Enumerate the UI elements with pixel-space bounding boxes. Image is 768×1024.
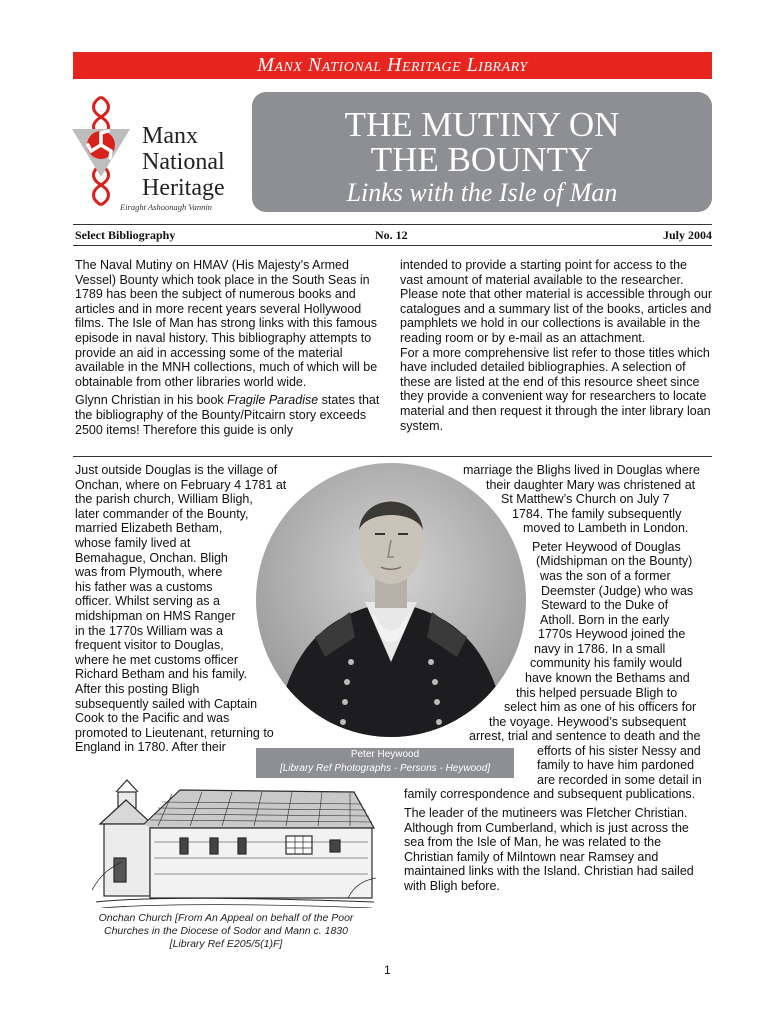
story-right-line: with Bligh before. [404,879,500,893]
logo-wordmark [142,123,225,201]
section-divider [73,456,712,457]
logo-line-2: National [142,149,225,175]
story-right-line: Christian family of Milntown near Ramsey and [404,850,659,864]
story-left-line: Onchan, where on February 4 1781 at [75,478,287,492]
story-left-line: his father was a customs [75,580,213,594]
story-right-line: marriage the Blighs lived in Douglas where [463,463,700,477]
story-left-line: frequent visitor to Douglas, [75,638,224,652]
church-caption-line: [Library Ref E205/5(1)F] [169,938,283,950]
church-caption-line: Onchan Church [From An Appeal on behalf of the Poor [98,912,354,924]
story-right-line: The leader of the mutineers was Fletcher Christian. [404,806,688,820]
portrait-caption-name: Peter Heywood [350,749,420,760]
logo-line-1: Manx [142,123,198,149]
story-left-line: England in 1780. After their [75,740,226,754]
library-banner: Manx National Heritage Library [73,52,712,79]
title-line-1: THE MUTINY ON [344,105,620,144]
logo-line-3: Heritage [142,175,225,201]
story-left-line: where he met customs officer [75,653,239,667]
subtitle: Links with the Isle of Man [346,178,618,207]
story-right-line: their daughter Mary was christened at [486,478,696,492]
story-right-line: St Matthew’s Church on July 7 [501,492,670,506]
story-right-line: efforts of his sister Nessy and [537,744,701,758]
story-right-line: moved to Lambeth in London. [523,521,689,535]
story-left-line: in the 1770s William was a [75,624,223,638]
intro-paragraph: The Naval Mutiny on HMAV (His Majesty’s Armed Vessel) Bounty which took place in the South Seas in 1789 has been the subject of numerous books and articles and in more recent years several Hollywood films. The Isle of Man has strong links with this famous episode in naval history. This bibliography attempts to provide an aid in accessing some of the material available in the MNH collections, much of which will be obtainable from other libraries world wide. [75,258,378,389]
story-left-line: subsequently sailed with Captain [75,697,258,711]
story-left-line: was from Plymouth, where [75,565,223,579]
story-left-line: promoted to Lieutenant, returning to [75,726,274,740]
intro-text: states that the bibliography of the Bounty/Pitcairn story exceeds 2500 items! Therefore this guide is only [75,393,380,437]
intro-paragraph: intended to provide a starting point for access to the vast amount of material available to the researcher. Please note that other material is accessible through our catalogues and a summary list of the books, articles and pamphlets we hold in our collections is available in the reading room or by e-mail as an attachment. [400,258,712,345]
story-right-line: Steward to the Duke of [541,598,669,612]
intro-paragraph [75,393,387,437]
story-right-line: are recorded in some detail in [537,773,702,787]
three-legs-logo-icon [66,95,136,207]
story-right-line: sea from the Isle of Man, he was related to the [404,835,662,849]
onchan-church-illustration [92,762,376,908]
story-left-line: officer. Whilst serving as a [75,594,220,608]
intro-text: Glynn Christian in his book [75,393,228,408]
story-right-line: this helped persuade Bligh to [516,686,678,700]
logo-tagline: Eiraght Ashoonagh Vannin [120,202,212,212]
story-right-line: arrest, trial and sentence to death and the [469,729,701,743]
story-left-line: Bemahague, Onchan. Bligh [75,551,228,565]
church-caption [76,912,376,951]
story-right-line: maintained links with the Island. Christian had sailed [404,864,694,878]
story-right-line: Peter Heywood of Douglas [532,540,681,554]
intro-paragraph: For a more comprehensive list refer to those titles which have included detailed bibliographies. A selection of these are listed at the end of this resource sheet since they provide a convenient way for researchers to locate material and then request it through the inter library loan system. [400,345,711,433]
story-right-line: family to have him pardoned [537,758,695,772]
story-right-line: the voyage. Heywood’s subsequent [489,715,687,729]
page-number: 1 [384,963,391,977]
story-right-line: (Midshipman on the Bounty) [536,554,693,568]
story-left-line: the parish church, William Bligh, [75,492,253,506]
story-left-line: Richard Betham and his family. [75,667,248,681]
story-left-line: midshipman on HMS Ranger [75,609,236,623]
story-left-line: whose family lived at [75,536,191,550]
story-right-line: navy in 1786. In a small [534,642,666,656]
peter-heywood-portrait [255,462,527,738]
story-left-line: After this posting Bligh [75,682,200,696]
portrait-caption-ref: [Library Ref Photographs - Persons - Heywood] [279,763,491,774]
story-left-line: Just outside Douglas is the village of [75,463,278,477]
story-right-line: Deemster (Judge) who was [541,584,694,598]
church-caption-line: Churches in the Diocese of Sodor and Mann c. 1830 [104,925,348,937]
story-right-line: family correspondence and subsequent publications. [404,787,696,801]
issue-date: July 2004 [662,228,712,242]
title-line-2: THE BOUNTY [370,140,594,179]
story-right-line: have known the Bethams and [525,671,690,685]
info-bar [73,224,712,246]
story-left-line: later commander of the Bounty, [75,507,249,521]
intro-left-column [75,258,387,441]
story-right-line: Although from Cumberland, which is just across the [404,821,689,835]
story-right-line: Atholl. Born in the early [540,613,670,627]
title-box [252,92,712,212]
story-left-line: married Elizabeth Betham, [75,521,223,535]
series-label: Select Bibliography [75,228,176,242]
story-right-line: 1784. The family subsequently [512,507,682,521]
story-left-line: Cook to the Pacific and was [75,711,230,725]
story-right-line: was the son of a former [540,569,671,583]
story-right-line: community his family would [530,656,683,670]
issue-number: No. 12 [375,228,408,242]
book-title: Fragile Paradise [227,393,319,408]
story-right-line: select him as one of his officers for [504,700,697,714]
intro-right-column [400,258,712,437]
story-right-line: 1770s Heywood joined the [538,627,686,641]
